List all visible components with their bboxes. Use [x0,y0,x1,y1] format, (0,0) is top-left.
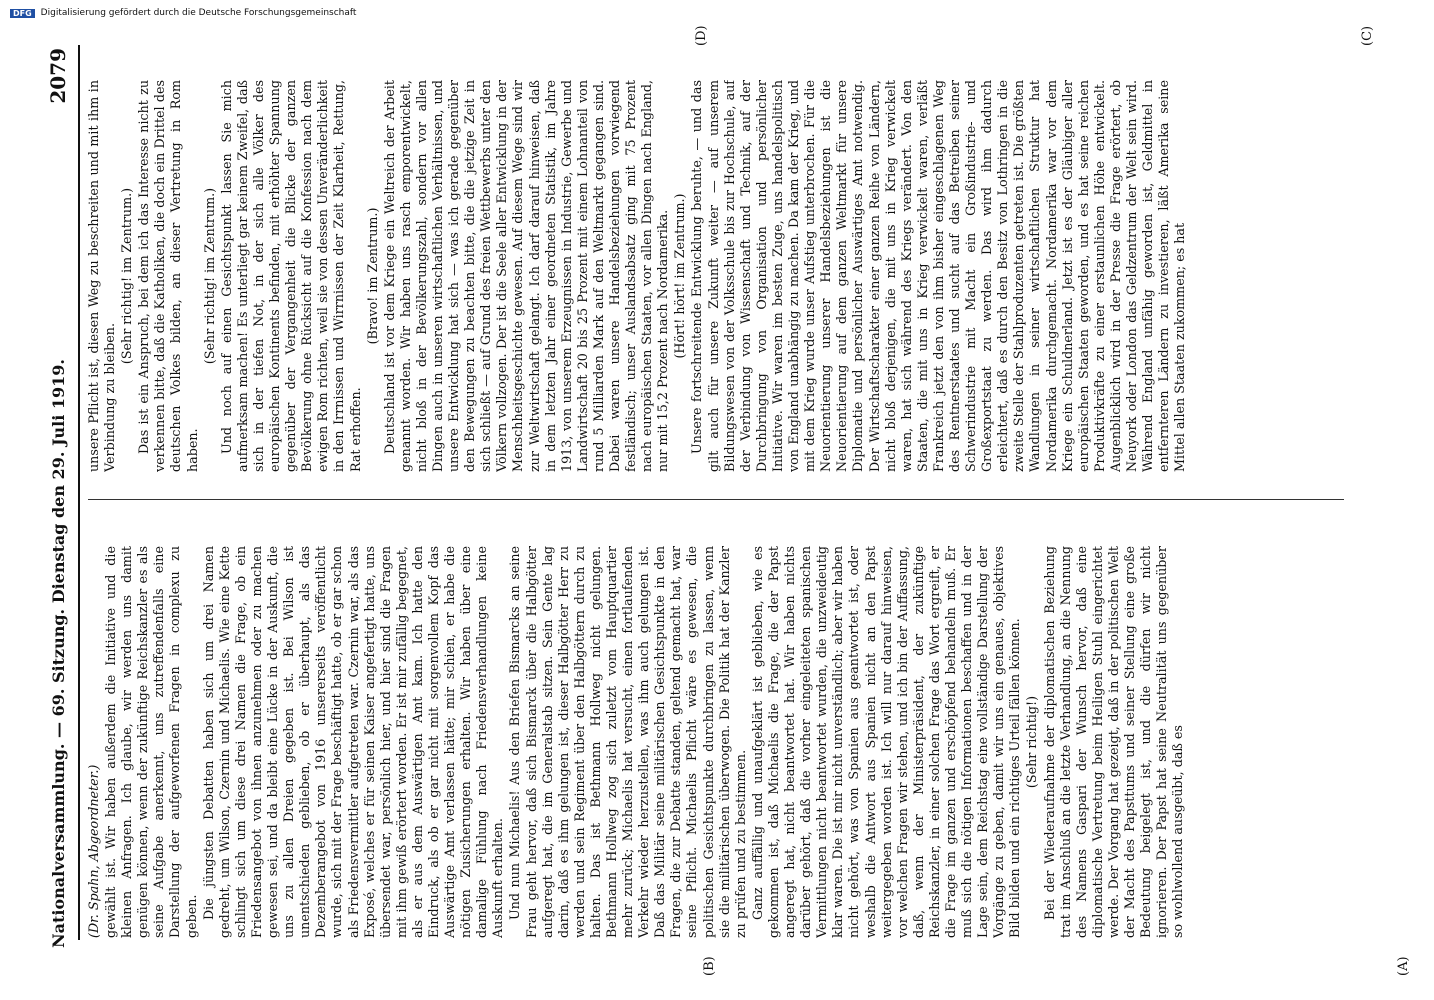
column-divider [88,499,1344,500]
margin-letter-d: (D) [694,25,709,46]
right-applause-4: (Hört! hört! im Zentrum.) [672,193,688,359]
digitization-note [10,6,1430,20]
margin-letter-b: (B) [702,956,717,976]
right-paragraph-2: Das ist ein Anspruch, bei dem ich das Interesse nicht zu verkennen bitte, daß die Katholiken, die doch ein Drittel des deutschen Volkes bilden, an dieser Vertretung in Rom haben. [136,80,200,472]
right-paragraph-5: Unsere fortschreitende Entwicklung beruhte, — und das gilt auch für unsere Zukunft weiter — auf unserem Bildungswesen von der Volksschule bis zur Hochschule, auf der Verbindung von Wissenschaft und Technik, auf der Durchbringung von Organisation und persönlicher Initiative. Wir waren im besten Zuge, uns handelspolitisch von England unabhängig zu machen. Da kam der Krieg, und mit dem Krieg wurde unser Aufstieg unterbrochen. Für die Neuorientierung unserer Handelsbeziehungen ist die Neuorientierung auf dem ganzen Weltmarkt für unsere Diplomatie und persönlicher Auswärtiges Amt notwendig. Der Wirtschaftscharakter einer ganzen Reihe von Ländern, nicht bloß derjenigen, die mit uns in Krieg verwickelt waren, hat sich während des Kriegs verändert. Von den Staaten, die mit uns in Krieg verwickelt waren, verläßt Frankreich jetzt den von ihm bisher eingeschlagenen Weg des Rentnerstaates und sucht auf das Betreiben seiner Schwerindustrie mit Macht ein Großindustrie- und Großexportstaat zu werden. Das wird ihm dadurch erleichtert, daß es durch den Besitz von Lothringen in die zweite Stelle der Stahlproduzenten getreten ist. Die größten Wandlungen in seiner wirtschaftlichen Struktur hat Nordamerika durchgemacht. Nordamerika war vor dem Kriege ein Schuldnerland. Jetzt ist es der Gläubiger aller europäischen Staaten geworden, und es hat seine reichen Produktivkräfte zu einer erstaunlichen Höhe entwickelt. Augenblicklich wird in der Presse die Frage erörtert, ob Neuyork oder London das Geldzentrum der Welt sein wird. Während England unfähig geworden ist, Geldmittel in entfernteren Ländern zu investieren, läßt Amerika seine Mittel allen Staaten zukommen; es hat [689,80,1188,472]
left-paragraph-4: Ganz auffällig und unaufgeklärt ist geblieben, wie es gekommen ist, daß Michaelis die Frage, die der Papst angeregt hat, nicht beantwortet hat. Wir haben nichts darüber gehört, daß die vorher eingeleiteten spanischen Vermittlungen nicht beantwortet wurden, die unzweideutig klar waren. Die ist mir nicht unverständlich; aber wir haben nicht gehört, was von Spanien aus geantwortet ist, oder weshalb die Antwort aus Spanien nicht an den Papst weitergegeben worden ist. Ich will nur darauf hinweisen, vor welchen Fragen wir stehen, und ich bin der Auffassung, daß, wenn der Ministerpräsident, der zukünftige Reichskanzler, in einer solchen Frage das Wort ergreift, er die Frage im ganzen und erschöpfend behandeln muß. Er muß sich die nötigen Informationen beschaffen und in der Lage sein, dem Reichstag eine vollständige Darstellung der Vorgänge zu geben, damit wir uns ein genaues, objektives Bild bilden und ein richtiges Urteil fällen können. [749,546,1023,938]
left-paragraph-5: Bei der Wiederaufnahme der diplomatischen Beziehung trat im Anschluß an die letzte Verhandlung, an die Nennung des Namens Gaspari der Wunsch hervor, daß eine diplomatische Vertretung beim Heiligen Stuhl eingerichtet werde. Der Vorgang hat gezeigt, daß in der politischen Welt der Macht des Papsttums und seiner Stellung eine große Bedeutung beigelegt ist, und die dürfen wir nicht ignorieren. Der Papst hat seine Neutralität uns gegenüber so wohlwollend ausgeübt, daß es [1041,546,1186,938]
right-column [86,80,1348,472]
right-paragraph-3: Und noch auf einen Gesichtspunkt lassen Sie mich aufmerksam machen! Es unterliegt gar keinem Zweifel, daß sich in der tiefen Not, in der sich alle Völker des europäischen Kontinents befinden, mit erhöhter Spannung gegenüber der Vergangenheit die Blicke der ganzen Bevölkerung ohne Rücksicht auf die Konfession nach dem ewigen Rom richten, weil sie von dessen Unveränderlichkeit in den Irrnissen und Wirrnissen der Zeit Klarheit, Rettung, Rat erhoffen. [218,80,363,472]
left-column [86,546,1348,938]
right-paragraph-1: unsere Pflicht ist, diesen Weg zu beschreiten und mit ihm in Verbindung zu bleiben. [86,80,118,472]
page-number: 2079 [46,48,70,104]
page-header [42,48,74,948]
header-rule [78,45,80,940]
digitization-text: Digitalisierung gefördert durch die Deutsche Forschungsgemeinschaft [40,8,357,18]
speaker-line: (Dr. Spahn, Abgeordneter.) [86,764,101,938]
left-paragraph-2: Die jüngsten Debatten haben sich um drei Namen gedreht, um Wilson, Czernin und Michaelis. Wie eine Kette schlingt sich um diese drei Namen die Frage, ob ein Friedensangebot von ihnen anzunehmen oder zu machen gewesen sei, und da bleibt eine Lücke in der Auskunft, die uns zu allen Dreien gegeben ist. Bei Wilson ist unentschieden geblieben, ob er überhaupt, als das Dezemberangebot von 1916 unsererseits veröffentlicht wurde, sich mit der Frage beschäftigt hatte, ob er gar schon als Friedensvermittler aufgetreten war. Czernin war, als das Exposé, welches er für seinen Kaiser angefertigt hatte, uns übersendet war, persönlich hier, und hier sind die Fragen mit ihm gewiß erörtert worden. Er ist mir zufällig begegnet, als er aus dem Auswärtigen Amt kam. Ich hatte den Eindruck, als ob er gar nicht mit sorgenvollem Kopf das Auswärtige Amt verlassen hätte; mir schien, er habe die nötigen Zusicherungen erhalten. Wir haben über eine damalige Fühlung nach Friedensverhandlungen keine Auskunft erhalten. [200,546,506,938]
right-paragraph-4: Deutschland ist vor dem Kriege ein Weltreich der Arbeit genannt worden. Wir haben uns rasch emporentwickelt, nicht bloß in der Bevölkerungszahl, sondern vor allen Dingen auch in unseren wirtschaftlichen Verhältnissen, und unsere Entwicklung hat sich — was ich gerade gegenüber den Bewegungen zu beachten bitte, die die jetzige Zeit in sich schließt — auf Grund des freien Wettbewerbs unter den Völkern vollzogen. Der ist die Seele aller Entwicklung in der Menschheitsgeschichte gewesen. Auf diesem Wege sind wir zur Weltwirtschaft gelangt. Ich darf darauf hinweisen, daß in dem letzten Jahr einer geordneten Statistik, im Jahre 1913, von unserem Erzeugnissen in Industrie, Gewerbe und Landwirtschaft 20 bis 25 Prozent mit einem Lohnanteil von rund 5 Milliarden Mark auf den Weltmarkt gegangen sind. Dabei waren unsere Handelsbeziehungen vorwiegend festländisch; unser Auslandsabsatz ging mit 75 Prozent nach europäischen Staaten, vor allen Dingen nach England, nur mit 15,2 Prozent nach Nordamerika. [381,80,671,472]
right-applause-1: (Sehr richtig! im Zentrum.) [119,187,135,365]
header-title: Nationalversammlung. — 69. Sitzung. Dienstag den 29. Juli 1919. [48,359,68,948]
margin-letter-c: (C) [1360,25,1375,46]
margin-letter-a: (A) [1396,956,1411,976]
right-applause-3: (Bravo! im Zentrum.) [364,207,380,345]
right-applause-2: (Sehr richtig! im Zentrum.) [201,187,217,365]
dfg-logo: DFG [10,9,35,18]
left-paragraph-3: Und nun Michaelis! Aus den Briefen Bismarcks an seine Frau geht hervor, daß sich Bismarck über die Halbgötter aufgeregt hat, die im Generalstab sitzen. Sein Gente lag darin, daß es ihm gelungen ist, dieser Halbgötter Herr zu werden und sein Regiment über den Halbgöttern durch zu halten. Das ist Bethmann Hollweg nicht gelungen. Bethmann Hollweg zog sich zuletzt vom Hauptquartier mehr zurück; Michaelis hat versucht, einen fortlaufenden Verkehr wieder herzustellen, was ihm auch gelungen ist. Daß das Militär seine militärischen Gesichtspunkte in den Fragen, die zur Debatte standen, geltend gemacht hat, war seine Pflicht. Michaelis Pflicht wäre es gewesen, die politischen Gesichtspunkte durchbringen zu lassen, wenn sie die militärischen überwogen. Die Politik hat der Kanzler zu prüfen und zu bestimmen. [507,546,748,938]
left-paragraph-1: gewählt ist. Wir haben außerdem die Initiative und die kleinen Anfragen. Ich glaube, wir werden uns damit genügen können, wenn der zukünftige Reichskanzler es als seine Aufgabe anerkennt, uns zutreffendenfalls eine Darstellung der aufgeworfenen Fragen in complexu zu geben. [103,546,199,938]
left-applause-1: (Sehr richtig!) [1024,695,1040,789]
